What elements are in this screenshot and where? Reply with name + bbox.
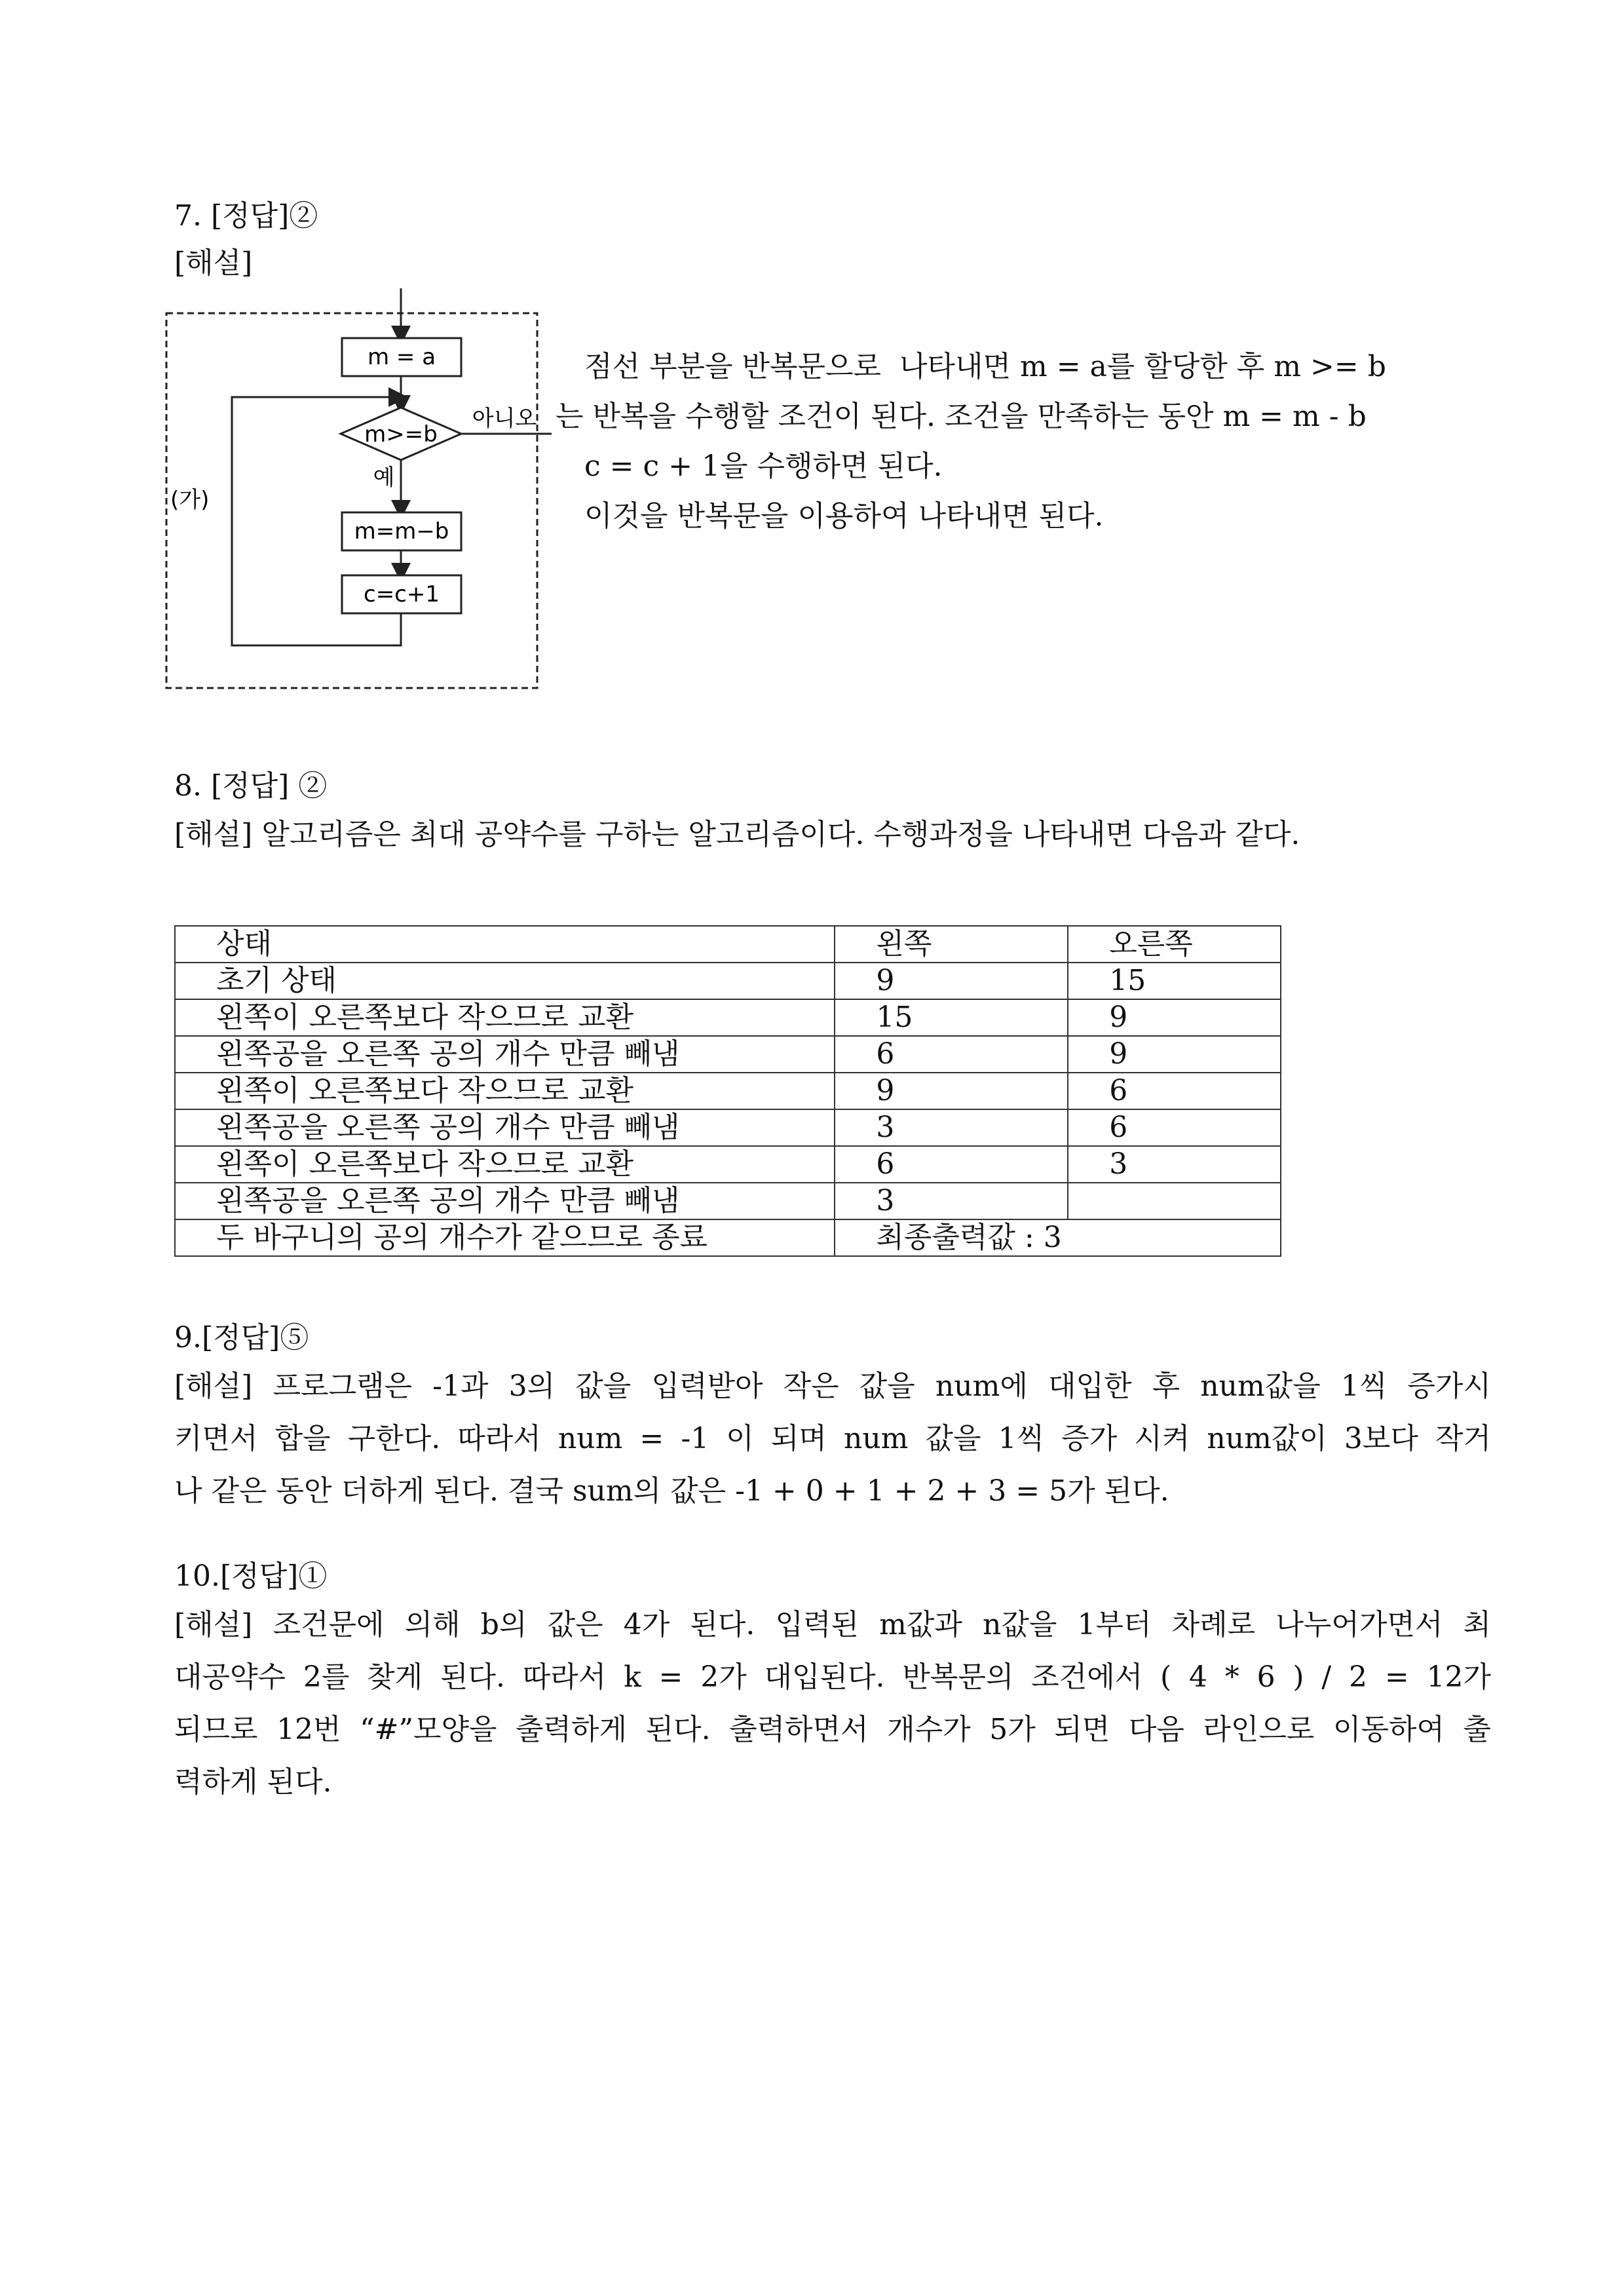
table-cell: 3	[835, 1183, 1068, 1219]
table-cell: 6	[835, 1036, 1068, 1073]
table-cell: 왼쪽이 오른쪽보다 작으므로 교환	[175, 1146, 835, 1183]
q7-explanation-4: 이것을 반복문을 이용하여 나타내면 된다.	[584, 499, 1104, 533]
table-cell: 9	[835, 963, 1068, 999]
table-cell: 왼쪽이 오른쪽보다 작으므로 교환	[175, 999, 835, 1036]
gcd-steps-table	[174, 925, 1281, 1257]
q7-explanation-2: 는 반복을 수행할 조건이 된다. 조건을 만족하는 동안 m = m - b	[556, 400, 1367, 433]
table-final-row	[175, 1219, 1281, 1256]
table-cell: 6	[835, 1146, 1068, 1183]
table-final-value: 최종출력값 : 3	[835, 1219, 1281, 1256]
table-cell: 9	[1068, 999, 1281, 1036]
table-cell: 9	[1068, 1036, 1281, 1073]
table-cell: 3	[1068, 1146, 1281, 1183]
q8-explanation: [해설] 알고리즘은 최대 공약수를 구하는 알고리즘이다. 수행과정을 나타내면 다음과 같다.	[174, 818, 1300, 851]
q9-explanation-2: 키면서 합을 구한다. 따라서 num = -1 이 되며 num 값을 1씩 증가 시켜 num값이 3보다 작거	[174, 1422, 1491, 1455]
no-label: 아니오	[472, 406, 537, 432]
table-cell	[1068, 1183, 1281, 1219]
init-box-label: m = a	[367, 344, 436, 370]
q7-commentary-label: [해설]	[174, 246, 253, 280]
table-cell: 왼쪽공을 오른쪽 공의 개수 만큼 빼냄	[175, 1183, 835, 1219]
q7-explanation-3: c = c + 1을 수행하면 된다.	[584, 450, 943, 483]
q10-explanation-1: [해설] 조건문에 의해 b의 값은 4가 된다. 입력된 m값과 n값을 1부터 차례로 나누어가면서 최	[174, 1608, 1491, 1641]
table-row	[175, 1183, 1281, 1219]
q7-answer: 7. [정답]②	[174, 199, 318, 233]
q9-explanation-1: [해설] 프로그램은 -1과 3의 값을 입력받아 작은 값을 num에 대입한 후 num값을 1씩 증가시	[174, 1369, 1491, 1403]
decision-label: m>=b	[364, 421, 438, 448]
group-label: (가)	[170, 487, 210, 513]
table-header-row	[175, 926, 1281, 963]
increment-box-label: c=c+1	[364, 581, 440, 607]
q9-explanation-3: 나 같은 동안 더하게 된다. 결국 sum의 값은 -1 + 0 + 1 + 2 + 3 = 5가 된다.	[174, 1474, 1169, 1508]
table-cell: 왼쪽공을 오른쪽 공의 개수 만큼 빼냄	[175, 1109, 835, 1146]
table-row	[175, 999, 1281, 1036]
q8-answer: 8. [정답] ②	[174, 769, 328, 803]
table-cell: 두 바구니의 공의 개수가 같으므로 종료	[175, 1219, 835, 1256]
yes-label: 예	[373, 465, 395, 491]
q9-answer: 9.[정답]⑤	[174, 1321, 309, 1354]
table-row	[175, 1109, 1281, 1146]
table-cell: 15	[1068, 963, 1281, 999]
table-row	[175, 1073, 1281, 1109]
table-cell: 3	[835, 1109, 1068, 1146]
table-row	[175, 1036, 1281, 1073]
table-cell: 초기 상태	[175, 963, 835, 999]
table-cell: 15	[835, 999, 1068, 1036]
subtract-box-label: m=m−b	[354, 518, 449, 545]
table-header: 왼쪽	[835, 926, 1068, 963]
table-header: 상태	[175, 926, 835, 963]
q10-answer: 10.[정답]①	[174, 1559, 328, 1593]
table-cell: 6	[1068, 1109, 1281, 1146]
table-row	[175, 963, 1281, 999]
table-row	[175, 1146, 1281, 1183]
table-cell: 6	[1068, 1073, 1281, 1109]
table-cell: 9	[835, 1073, 1068, 1109]
q10-explanation-2: 대공약수 2를 찾게 된다. 따라서 k = 2가 대입된다. 반복문의 조건에서 ( 4 * 6 ) / 2 = 12가	[174, 1660, 1491, 1694]
table-cell: 왼쪽이 오른쪽보다 작으므로 교환	[175, 1073, 835, 1109]
table-header: 오른쪽	[1068, 926, 1281, 963]
q7-explanation-1: 점선 부분을 반복문으로 나타내면 m = a를 할당한 후 m >= b	[584, 350, 1386, 383]
q10-explanation-3: 되므로 12번 “#”모양을 출력하게 된다. 출력하면서 개수가 5가 되면 다음 라인으로 이동하여 출	[174, 1713, 1491, 1746]
q10-explanation-4: 력하게 된다.	[174, 1765, 332, 1799]
table-cell: 왼쪽공을 오른쪽 공의 개수 만큼 빼냄	[175, 1036, 835, 1073]
